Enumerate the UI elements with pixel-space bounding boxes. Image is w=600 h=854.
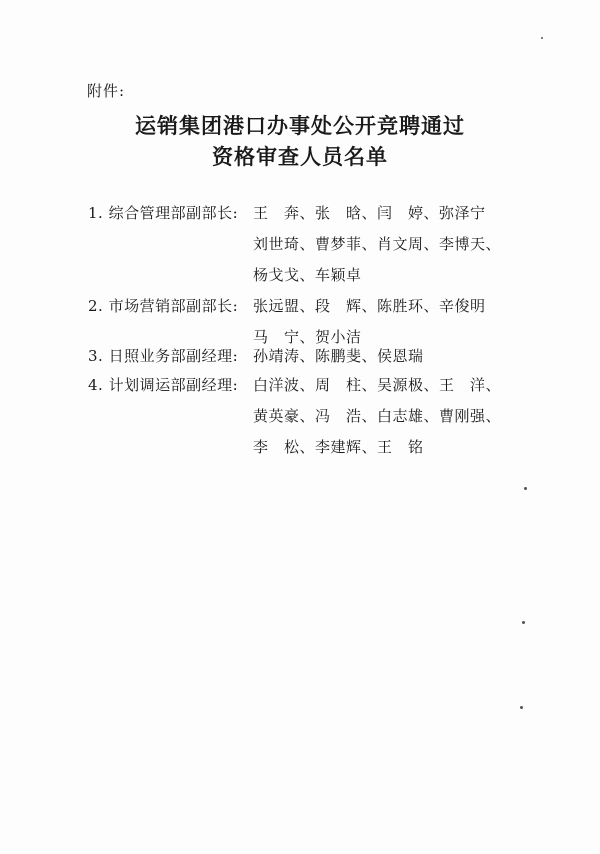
document-title-line-1: 运销集团港口办事处公开竞聘通过	[135, 113, 465, 138]
names-line: 白洋波、周 柱、吴源极、王 洋、	[253, 376, 502, 394]
names-line: 马 宁、贺小洁	[253, 328, 362, 346]
scan-speck	[524, 487, 527, 490]
names-line: 黄英豪、冯 浩、白志雄、曹刚强、	[253, 407, 502, 425]
attachment-label: 附件:	[87, 82, 126, 100]
section-label: 2. 市场营销部副部长:	[88, 297, 239, 315]
document-title-line-2: 资格审查人员名单	[212, 144, 388, 169]
names-line: 张远盟、段 辉、陈胜环、辛俊明	[253, 297, 486, 315]
section-label: 4. 计划调运部副经理:	[88, 376, 239, 394]
scan-speck	[520, 706, 523, 709]
names-line: 王 奔、张 晗、闫 婷、弥泽宁	[253, 204, 486, 222]
names-line: 孙靖涛、陈鹏斐、侯恩瑞	[253, 347, 424, 365]
candidate-names	[253, 341, 553, 372]
scan-speck	[522, 621, 525, 624]
names-line: 李 松、李建辉、王 铭	[253, 438, 424, 456]
scan-speck	[541, 37, 543, 39]
names-line: 刘世琦、曹梦菲、肖文周、李博天、	[253, 235, 502, 253]
section-label: 3. 日照业务部副经理:	[88, 347, 239, 365]
candidate-names	[253, 370, 553, 463]
candidate-names	[253, 198, 553, 291]
names-line: 杨戈戈、车颖卓	[253, 266, 362, 284]
section-label: 1. 综合管理部副部长:	[88, 204, 239, 222]
